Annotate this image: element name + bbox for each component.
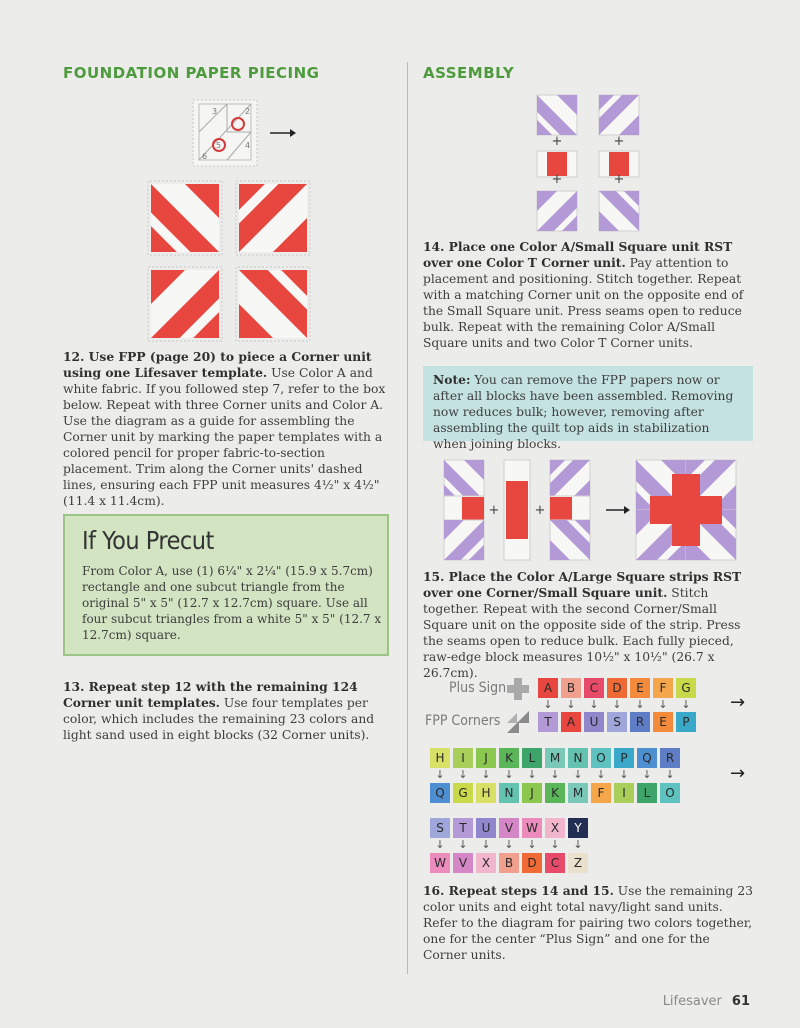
color-swatch: Y	[568, 818, 588, 838]
plus-sign-label: Plus Sign	[449, 680, 507, 696]
down-arrow-icon: ↓	[527, 838, 537, 851]
color-swatch: K	[499, 748, 519, 768]
color-swatch: M	[545, 748, 565, 768]
color-swatch: P	[614, 748, 634, 768]
step-14-text: 14. Place one Color A/Small Square unit RST over one Color T Corner unit. Pay attention to placement and positioning. Stitch together. Repeat with a matching Corner unit on the opposite end of the Small Square unit. Press seams open to reduce bulk. Repeat with the remaining Color A/Small Square units and two Color T Corner units.	[423, 239, 744, 350]
corner-unit	[148, 181, 222, 255]
color-swatch: U	[476, 818, 496, 838]
down-arrow-icon: ↓	[550, 768, 560, 781]
down-arrow-icon: ↓	[504, 838, 514, 851]
color-swatch: R	[660, 748, 680, 768]
template-number: 4	[245, 141, 251, 150]
color-swatch: O	[591, 748, 611, 768]
color-swatch: L	[522, 748, 542, 768]
corner-unit	[236, 267, 310, 341]
color-swatch: R	[630, 712, 650, 732]
step-16-text: 16. Repeat steps 14 and 15. Use the remaining 23 color units and eight total navy/light sand units. Refer to the diagram for pairing two colors together, one for the center “Plus Sign” and one for the Corner units.	[423, 883, 753, 962]
template-number: 2	[245, 107, 251, 116]
color-swatch: B	[499, 853, 519, 873]
color-swatch: E	[653, 712, 673, 732]
corner-unit	[537, 95, 577, 135]
color-swatch: U	[584, 712, 604, 732]
color-swatch: K	[545, 783, 565, 803]
section-heading-assembly: ASSEMBLY	[423, 64, 515, 82]
corner-unit	[148, 267, 222, 341]
template-number: 6	[202, 152, 208, 161]
down-arrow-icon: ↓	[681, 698, 691, 711]
chart-row1-top	[538, 678, 699, 698]
corner-unit	[444, 460, 484, 500]
template-number: 5	[216, 141, 222, 150]
down-arrow-icon: ↓	[458, 768, 468, 781]
color-swatch: D	[607, 678, 627, 698]
color-swatch: X	[476, 853, 496, 873]
color-swatch: B	[561, 678, 581, 698]
color-swatch: F	[591, 783, 611, 803]
corner-unit	[599, 191, 639, 231]
color-swatch: N	[499, 783, 519, 803]
color-swatch: V	[453, 853, 473, 873]
chart-row2-bottom	[430, 783, 683, 803]
color-swatch: X	[545, 818, 565, 838]
assembly-diagram-step14	[533, 93, 645, 235]
down-arrow-icon: ↓	[435, 768, 445, 781]
plus-sign-icon: +	[551, 134, 563, 149]
row2-arrow-icon: →	[730, 763, 746, 784]
chart-row1-bottom	[538, 712, 699, 732]
color-swatch: C	[584, 678, 604, 698]
color-swatch: A	[561, 712, 581, 732]
color-swatch: N	[568, 748, 588, 768]
color-swatch: W	[430, 853, 450, 873]
down-arrow-icon: ↓	[543, 698, 553, 711]
chart-row3-bottom	[430, 853, 591, 873]
plus-sign-icon: +	[551, 172, 563, 187]
color-swatch: T	[453, 818, 473, 838]
section-heading-fpp: FOUNDATION PAPER PIECING	[63, 64, 320, 82]
note-box: Note: You can remove the FPP papers now or after all blocks have been assembled. Removing now reduces bulk; however, removing after assembling the quilt top aids in stabilization when joining blocks.	[423, 366, 753, 441]
down-arrow-icon: ↓	[665, 768, 675, 781]
down-arrow-icon: ↓	[550, 838, 560, 851]
page-number: 61	[731, 994, 750, 1009]
corner-unit	[550, 520, 590, 560]
color-swatch: C	[545, 853, 565, 873]
fpp-template-diagram	[190, 98, 300, 168]
down-arrow-icon: ↓	[589, 698, 599, 711]
block-plus-horizontal	[650, 496, 722, 524]
color-swatch: F	[653, 678, 673, 698]
down-arrow-icon: ↓	[573, 768, 583, 781]
plus-sign-icon: +	[613, 172, 625, 187]
plus-sign-icon: +	[534, 503, 546, 518]
color-swatch: I	[614, 783, 634, 803]
color-swatch: G	[676, 678, 696, 698]
step-12-text: 12. Use FPP (page 20) to piece a Corner unit using one Lifesaver template. Use Color A and white fabric. If you followed step 7, refer to the box below. Repeat with three Corner units and Color A. Use the diagram as a guide for assembling the Corner unit by marking the paper templates with a colored pencil for proper fabric-to-section placement. Trim along the Corner units' dashed lines, ensuring each FPP unit measures 4½" x 4½" (11.4 x 11.4cm).	[63, 349, 386, 508]
down-arrow-icon: ↓	[619, 768, 629, 781]
color-swatch: Q	[430, 783, 450, 803]
down-arrow-icon: ↓	[596, 768, 606, 781]
down-arrow-icon: ↓	[504, 768, 514, 781]
row1-arrow-icon: →	[730, 692, 746, 713]
corner-unit	[236, 181, 310, 255]
color-swatch: G	[453, 783, 473, 803]
down-arrow-icon: ↓	[435, 838, 445, 851]
color-swatch: H	[430, 748, 450, 768]
corner-unit	[537, 191, 577, 231]
color-swatch: J	[522, 783, 542, 803]
color-swatch: M	[568, 783, 588, 803]
precut-box	[63, 514, 389, 656]
color-swatch: P	[676, 712, 696, 732]
color-swatch: A	[538, 678, 558, 698]
color-swatch: S	[607, 712, 627, 732]
color-swatch: H	[476, 783, 496, 803]
precut-text: From Color A, use (1) 6¼" x 2¼" (15.9 x 5.7cm) rectangle and one subcut triangle from the original 5" x 5" (12.7 x 12.7cm) square. Use all four subcut triangles from a white 5" x 5" (12.7 x 12.7cm) square.	[82, 564, 382, 642]
down-arrow-icon: ↓	[573, 838, 583, 851]
plus-sign-icon: +	[613, 134, 625, 149]
fpp-corners-label: FPP Corners	[425, 713, 501, 729]
chart-row2-arrows	[430, 769, 683, 781]
corner-units-diagram	[145, 178, 315, 343]
footer-title: Lifesaver	[662, 994, 722, 1009]
color-swatch: V	[499, 818, 519, 838]
corner-unit	[550, 460, 590, 500]
precut-title: If You Precut	[82, 526, 214, 555]
down-arrow-icon: ↓	[527, 768, 537, 781]
fpp-corners-icon	[507, 711, 529, 733]
chart-row3-arrows	[430, 839, 591, 851]
template-number: 3	[212, 107, 218, 116]
down-arrow-icon: ↓	[658, 698, 668, 711]
color-swatch: D	[522, 853, 542, 873]
down-arrow-icon: ↓	[642, 768, 652, 781]
page-footer	[663, 994, 750, 1009]
down-arrow-icon: ↓	[566, 698, 576, 711]
step-15-text: 15. Place the Color A/Large Square strips RST over one Corner/Small Square unit. Stitch together. Repeat with the second Corner/Small Square unit on the opposite side of the strip. Press the seams open to reduce bulk. Each fully pieced, raw-edge block measures 10½" x 10½" (26.7 x 26.7cm).	[423, 569, 742, 680]
chart-row1-arrows	[538, 699, 699, 711]
color-swatch: E	[630, 678, 650, 698]
assembly-diagram-step15	[440, 458, 760, 562]
color-swatch: L	[637, 783, 657, 803]
down-arrow-icon: ↓	[481, 768, 491, 781]
step-13-text: 13. Repeat step 12 with the remaining 124 Corner unit templates. Use four templates per color, which includes the remaining 23 colors and light sand used in eight blocks (32 Corner units).	[63, 679, 375, 742]
color-swatch: Z	[568, 853, 588, 873]
color-swatch: J	[476, 748, 496, 768]
corner-unit	[599, 95, 639, 135]
color-swatch: I	[453, 748, 473, 768]
chart-row2-top	[430, 748, 683, 768]
down-arrow-icon: ↓	[612, 698, 622, 711]
color-swatch: O	[660, 783, 680, 803]
color-swatch: T	[538, 712, 558, 732]
color-swatch: S	[430, 818, 450, 838]
corner-unit	[444, 520, 484, 560]
column-divider	[407, 62, 408, 974]
plus-sign-icon: +	[488, 503, 500, 518]
chart-row3-top	[430, 818, 591, 838]
color-swatch: W	[522, 818, 542, 838]
down-arrow-icon: ↓	[635, 698, 645, 711]
color-swatch: Q	[637, 748, 657, 768]
down-arrow-icon: ↓	[481, 838, 491, 851]
plus-sign-icon	[507, 678, 529, 700]
down-arrow-icon: ↓	[458, 838, 468, 851]
